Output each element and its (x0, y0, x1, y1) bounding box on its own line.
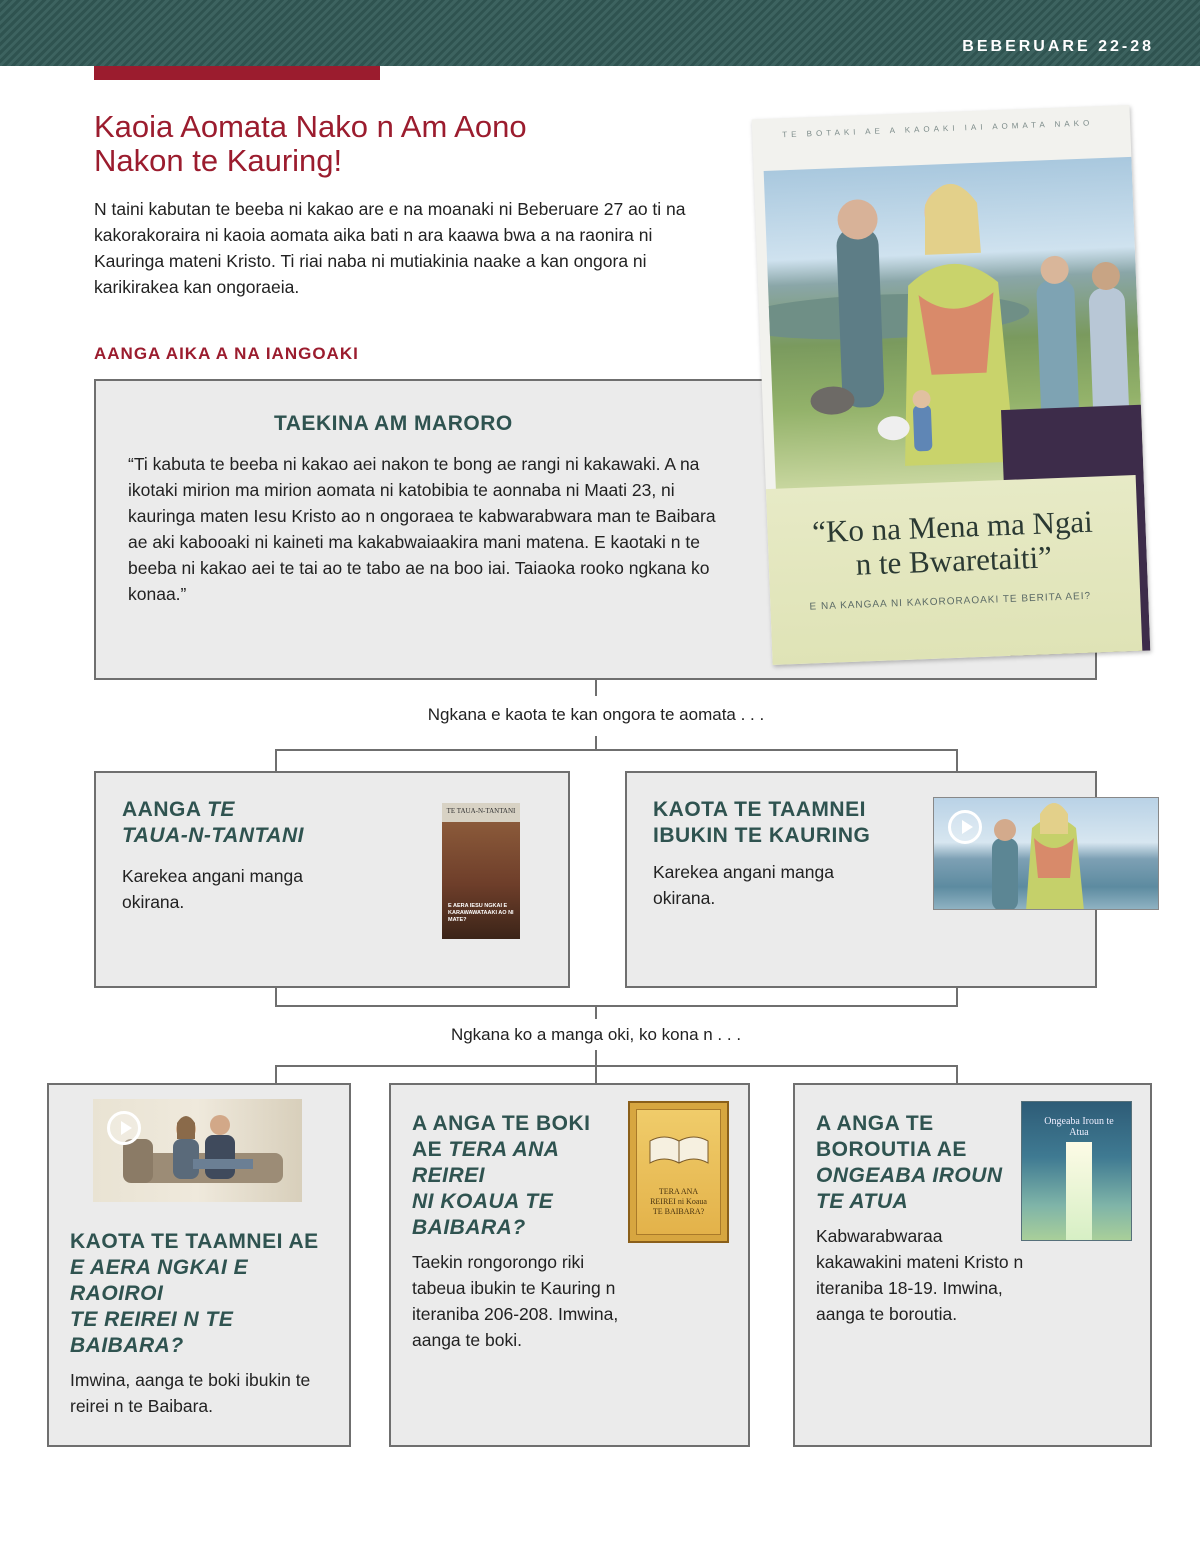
connector-line (595, 1005, 597, 1019)
magazine-thumbnail-caption: E AERA IESU NGKAI E KARAWAWATAAKI AO NI MATE? (448, 903, 514, 923)
option-magazine-heading (122, 797, 402, 849)
option-brochure-box (793, 1083, 1152, 1447)
book-thumbnail-title-line3: TE BAIBARA? (652, 1207, 705, 1216)
presentation-quote: “Ti kabuta te beeba ni kakao aei nakon te bong ae rangi ni kakawaki. A na ikotaki mirion ma mirion aomata ni katobibia te aonnaba ni Maati 23, ni kauringa maten Iesu Kristo ao n ongoraea te kabwarabwara man te Baibara ae aki kabooaki ni kaineti ma kakabwaiaakira mani matena. E kaotaki n te beeba ni kakao aei te tai ao te tabo ae na boo iai. Taiaoka rooko ngkana ko konaa.” (128, 454, 716, 604)
connector-label-return: Ngkana ko a manga oki, ko kona n . . . (450, 1025, 742, 1044)
option-video-bible-study-heading-italic1: E AERA NGKAI E (70, 1256, 249, 1279)
option-book-heading-line2-plain: AE (412, 1138, 449, 1161)
brochure-thumbnail-title: Ongeaba Iroun te Atua (1044, 1116, 1114, 1138)
intro-paragraph: N taini kabutan te beeba ni kakao are e na moanaki ni Beberuare 27 ao ti na kakorakoraira ni kaoia aomata aika bati n ara kaawa bwa a na raonira ni Kauringa mateni Kristo. Ti riai naba ni mutiakinia naake a kan ongora ni karikirakea kan ongoraeia. (94, 199, 686, 297)
magazine-thumbnail-title: TE TAUA-N-TANTANI (446, 807, 516, 815)
connector-line (595, 1065, 597, 1084)
connector-line (275, 1065, 958, 1067)
option-magazine-text: Karekea angani manga okirana. (122, 866, 303, 912)
option-book-text: Taekin rongorongo riki tabeua ibukin te Kauring n iteraniba 206-208. Imwina, aanga te boki. (412, 1252, 619, 1350)
option-book-heading-line1: A ANGA TE BOKI (412, 1112, 591, 1135)
header-band (0, 0, 1200, 66)
invitation-cover-image (752, 105, 1151, 665)
option-book-heading-italic4: NI KOAUA TE (412, 1190, 554, 1213)
option-magazine-heading-italic1: TE (207, 798, 235, 821)
option-video-bible-study-heading-italic2: RAOIROI (70, 1282, 164, 1305)
connector-line (275, 1065, 277, 1084)
page-title-line1: Kaoia Aomata Nako n Am Aono (94, 109, 527, 144)
option-book-heading-italic5: BAIBARA? (412, 1216, 526, 1239)
cover-title-line1: “Ko na Mena ma Ngai (811, 503, 1094, 550)
connector-line (956, 988, 958, 1006)
book-thumbnail-title-line1: TERA ANA (658, 1187, 699, 1196)
option-book-heading-italic3: REIREI (412, 1164, 486, 1187)
memorial-video-thumbnail[interactable] (933, 797, 1159, 910)
accent-bar (94, 66, 380, 80)
option-video-bible-study-heading-italic3: TE REIREI N TE (70, 1308, 234, 1331)
option-brochure-heading (816, 1111, 1026, 1215)
section-label: AANGA AIKA A NA IANGOAKI (94, 344, 359, 363)
connector-line (956, 1065, 958, 1084)
play-icon (948, 810, 982, 844)
book-thumbnail-title (634, 1187, 723, 1217)
connector-label-interest: Ngkana e kaota te kan ongora te aomata . . . (427, 705, 765, 724)
connector-line (595, 1050, 597, 1066)
week-date-range: BEBERUARE 22-28 (962, 38, 1154, 55)
option-video-memorial-heading-line2: IBUKIN TE KAURING (653, 824, 871, 847)
option-book-box (389, 1083, 750, 1447)
option-brochure-heading-italic1: ONGEABA IROUN (816, 1164, 1003, 1187)
option-video-bible-study-heading-italic4: BAIBARA? (70, 1334, 184, 1357)
connector-line (595, 680, 597, 696)
magazine-thumbnail (442, 803, 520, 939)
cover-subtitle: E NA KANGAA NI KAKORORAOAKI TE BERITA AEI? (809, 590, 1092, 613)
brochure-thumbnail (1021, 1101, 1132, 1241)
option-magazine-box (94, 771, 570, 988)
book-thumbnail (628, 1101, 729, 1243)
open-book-icon (648, 1131, 710, 1169)
connector-line (275, 1005, 958, 1007)
page-title (94, 110, 654, 178)
cover-title-line2: n te Bwaretaiti” (855, 539, 1053, 582)
option-magazine-heading-italic2: TAUA-N-TANTANI (122, 824, 304, 847)
connector-line (956, 749, 958, 771)
option-book-heading-line2-italic: TERA ANA (448, 1138, 560, 1161)
presentation-heading: TAEKINA AM MARORO (274, 412, 513, 435)
option-brochure-heading-line1: A ANGA TE (816, 1112, 934, 1135)
option-video-memorial-heading (653, 797, 953, 849)
bible-study-video-thumbnail[interactable] (93, 1099, 302, 1202)
option-video-bible-study-heading-line1: KAOTA TE TAAMNEI AE (70, 1230, 319, 1253)
option-magazine-heading-plain: AANGA (122, 798, 208, 821)
page-title-line2: Nakon te Kauring! (94, 143, 343, 178)
option-brochure-heading-line2: BOROUTIA AE (816, 1138, 967, 1161)
option-video-bible-study-heading (70, 1229, 340, 1359)
option-video-bible-study-text: Imwina, aanga te boki ibukin te reirei n te Baibara. (70, 1370, 311, 1416)
connector-line (275, 988, 277, 1006)
play-icon (107, 1111, 141, 1145)
option-book-heading (412, 1111, 622, 1241)
option-brochure-heading-italic2: TE ATUA (816, 1190, 909, 1213)
option-brochure-text: Kabwarabwaraa kakawakini mateni Kristo n iteraniba 18-19. Imwina, aanga te boroutia. (816, 1226, 1024, 1324)
connector-line (595, 736, 597, 750)
cover-title (767, 503, 1139, 585)
cover-title-panel (766, 475, 1142, 665)
connector-line (275, 749, 277, 771)
option-video-memorial-heading-line1: KAOTA TE TAAMNEI (653, 798, 866, 821)
brochure-light-path (1066, 1142, 1092, 1241)
connector-line (275, 749, 958, 751)
cover-top-text: TE BOTAKI AE A KAOAKI IAI AOMATA NAKO (782, 118, 1094, 140)
book-thumbnail-title-line2: REIREI ni Koaua (650, 1197, 707, 1206)
option-video-memorial-text: Karekea angani manga okirana. (653, 862, 834, 908)
